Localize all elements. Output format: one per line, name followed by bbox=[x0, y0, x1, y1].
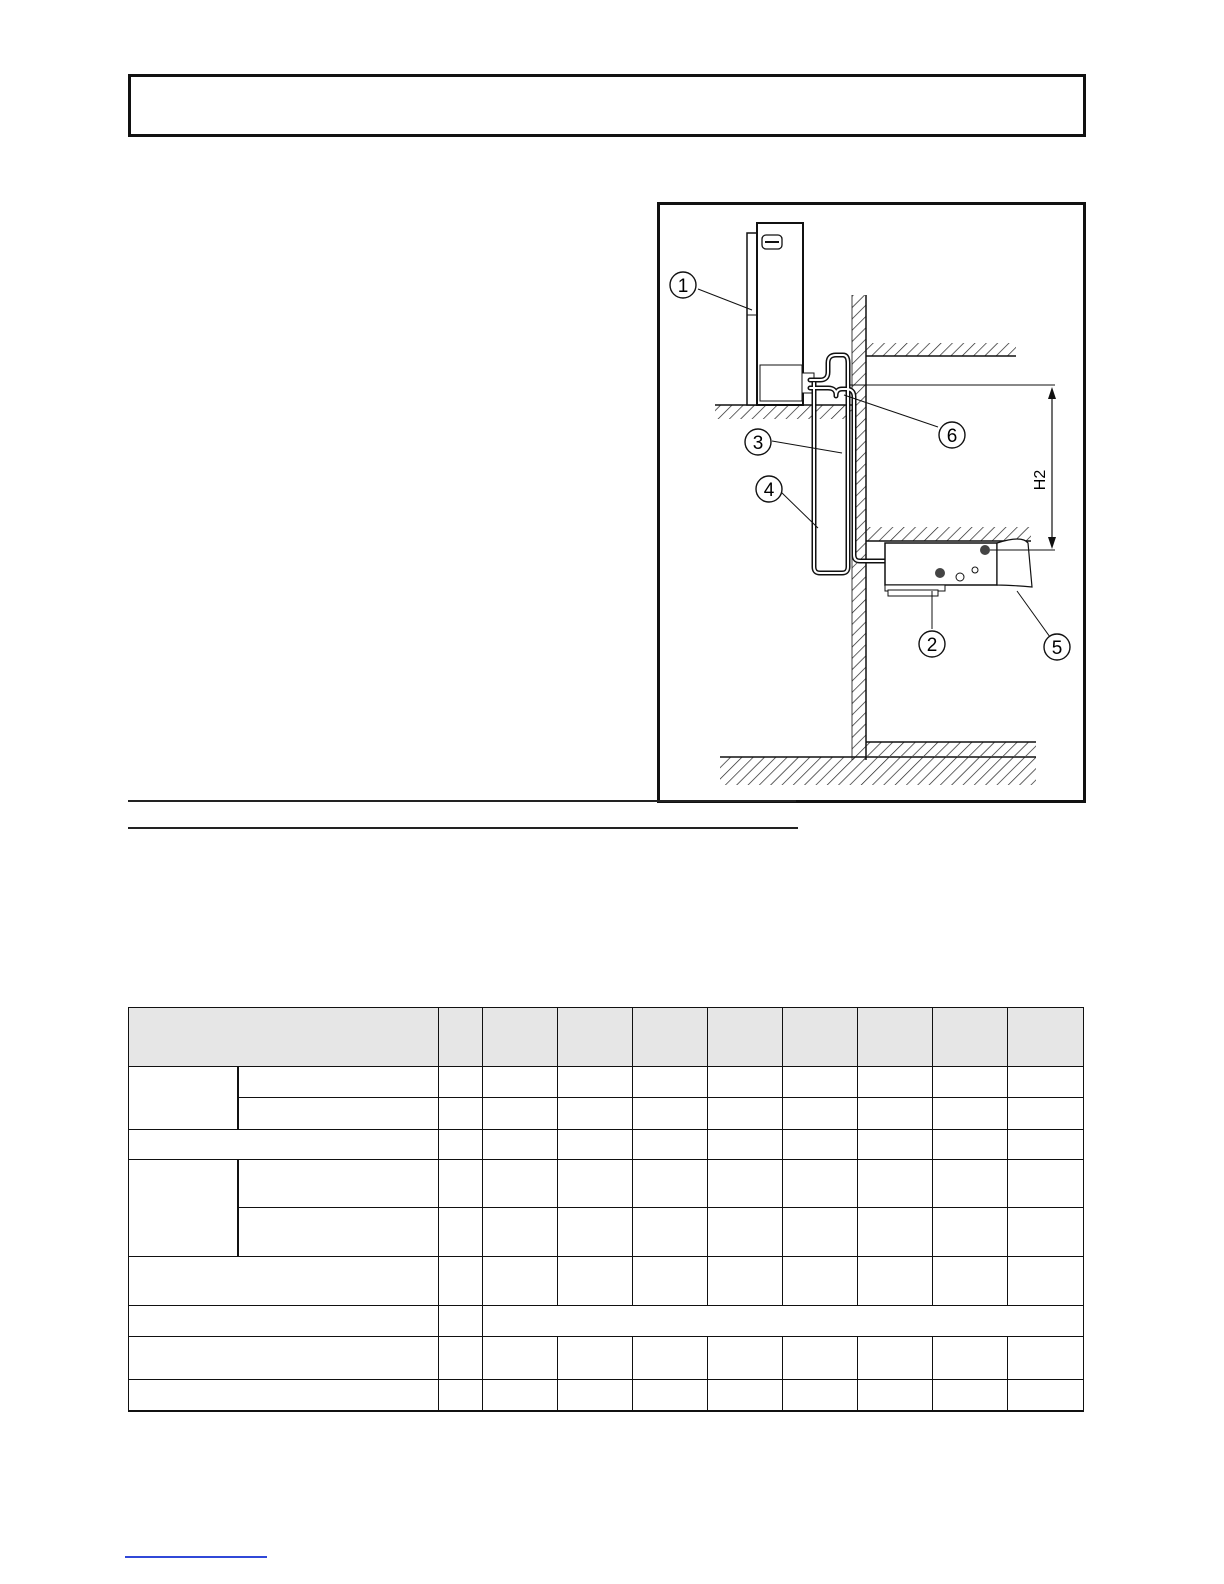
installation-diagram bbox=[657, 202, 1086, 803]
table-cell bbox=[1008, 1130, 1084, 1160]
header-cell bbox=[783, 1008, 858, 1067]
table-cell bbox=[708, 1130, 783, 1160]
table-cell bbox=[858, 1130, 933, 1160]
svg-text:2: 2 bbox=[926, 635, 938, 656]
table-cell bbox=[783, 1098, 858, 1130]
table-cell bbox=[933, 1380, 1008, 1411]
table-cell bbox=[558, 1337, 633, 1380]
table-row bbox=[129, 1067, 1084, 1098]
table-cell bbox=[1008, 1257, 1084, 1306]
table-cell bbox=[633, 1098, 708, 1130]
table-row bbox=[129, 1257, 1084, 1306]
table-cell bbox=[633, 1067, 708, 1098]
table-cell bbox=[483, 1337, 558, 1380]
table-cell bbox=[483, 1160, 558, 1208]
table-cell bbox=[708, 1380, 783, 1411]
table-cell bbox=[858, 1208, 933, 1257]
header-cell bbox=[1008, 1008, 1084, 1067]
table-cell bbox=[783, 1160, 858, 1208]
indoor-unit bbox=[885, 539, 1032, 596]
callout-2 bbox=[919, 631, 945, 657]
table-cell bbox=[783, 1337, 858, 1380]
table-cell bbox=[858, 1098, 933, 1130]
table-cell bbox=[1008, 1067, 1084, 1098]
table-cell bbox=[783, 1380, 858, 1411]
table-cell bbox=[633, 1380, 708, 1411]
footer-link-underline[interactable] bbox=[125, 1556, 267, 1558]
table-cell bbox=[238, 1208, 439, 1257]
table-cell bbox=[129, 1337, 439, 1380]
table-cell bbox=[439, 1160, 483, 1208]
table-cell bbox=[483, 1130, 558, 1160]
table-cell bbox=[783, 1067, 858, 1098]
ceiling-slab bbox=[866, 527, 1031, 541]
table-cell bbox=[129, 1067, 238, 1130]
table-cell bbox=[858, 1380, 933, 1411]
outdoor-unit bbox=[747, 223, 814, 405]
table-cell bbox=[858, 1257, 933, 1306]
dimension-label: H2 bbox=[1032, 469, 1049, 491]
installation-diagram-svg bbox=[660, 205, 1083, 800]
table-cell bbox=[483, 1208, 558, 1257]
ground-slab bbox=[866, 742, 1036, 756]
table-cell bbox=[439, 1306, 483, 1337]
table-cell bbox=[858, 1067, 933, 1098]
svg-text:5: 5 bbox=[1051, 638, 1063, 659]
callout-5 bbox=[1044, 634, 1070, 660]
table-cell bbox=[933, 1337, 1008, 1380]
table-cell bbox=[933, 1098, 1008, 1130]
table-cell bbox=[483, 1257, 558, 1306]
callout-4 bbox=[756, 476, 782, 502]
table-cell bbox=[633, 1130, 708, 1160]
callout-1 bbox=[670, 272, 696, 298]
svg-text:3: 3 bbox=[752, 433, 764, 454]
header-cell bbox=[439, 1008, 483, 1067]
table-cell bbox=[558, 1160, 633, 1208]
table-cell bbox=[129, 1380, 439, 1411]
table-cell bbox=[483, 1067, 558, 1098]
table-cell bbox=[783, 1130, 858, 1160]
table-cell bbox=[1008, 1337, 1084, 1380]
table-cell bbox=[858, 1337, 933, 1380]
table-cell bbox=[933, 1257, 1008, 1306]
table-row bbox=[129, 1208, 1084, 1257]
table-cell bbox=[129, 1257, 439, 1306]
header-cell bbox=[633, 1008, 708, 1067]
table-cell bbox=[1008, 1160, 1084, 1208]
table-cell bbox=[238, 1067, 439, 1098]
callout-6 bbox=[939, 422, 965, 448]
table-cell bbox=[129, 1306, 439, 1337]
table-cell bbox=[558, 1130, 633, 1160]
table-cell bbox=[439, 1337, 483, 1380]
callout-3 bbox=[745, 429, 771, 455]
table-cell bbox=[1008, 1208, 1084, 1257]
table-cell bbox=[858, 1160, 933, 1208]
table-row bbox=[129, 1306, 1084, 1337]
table-cell bbox=[933, 1160, 1008, 1208]
upper-floor-slab bbox=[866, 343, 1016, 356]
table-cell bbox=[933, 1067, 1008, 1098]
section-rule-top bbox=[128, 800, 796, 802]
table-cell bbox=[558, 1380, 633, 1411]
table-cell bbox=[708, 1067, 783, 1098]
table-cell bbox=[558, 1098, 633, 1130]
table-row bbox=[129, 1098, 1084, 1130]
table-cell bbox=[633, 1337, 708, 1380]
table-cell bbox=[1008, 1380, 1084, 1411]
header-cell bbox=[933, 1008, 1008, 1067]
table-row bbox=[129, 1337, 1084, 1380]
header-cell bbox=[483, 1008, 558, 1067]
table-cell bbox=[708, 1208, 783, 1257]
table-row bbox=[129, 1380, 1084, 1411]
table-cell bbox=[439, 1257, 483, 1306]
table-header-row bbox=[129, 1008, 1084, 1067]
table-cell-merged bbox=[483, 1306, 1084, 1337]
table-row bbox=[129, 1160, 1084, 1208]
table-cell bbox=[708, 1160, 783, 1208]
table-cell bbox=[439, 1130, 483, 1160]
table-cell bbox=[708, 1098, 783, 1130]
table-cell bbox=[708, 1257, 783, 1306]
balcony-slab bbox=[715, 405, 852, 419]
header-cell bbox=[558, 1008, 633, 1067]
table-cell bbox=[439, 1067, 483, 1098]
table-cell bbox=[439, 1208, 483, 1257]
spec-table bbox=[128, 1007, 1084, 1412]
table-cell bbox=[708, 1337, 783, 1380]
header-cell bbox=[129, 1008, 439, 1067]
table-cell bbox=[483, 1098, 558, 1130]
table-cell bbox=[439, 1098, 483, 1130]
table-cell bbox=[129, 1130, 439, 1160]
table-cell bbox=[933, 1130, 1008, 1160]
header-cell bbox=[858, 1008, 933, 1067]
svg-text:4: 4 bbox=[763, 480, 775, 501]
table-cell bbox=[238, 1160, 439, 1208]
table-cell bbox=[558, 1257, 633, 1306]
table-cell bbox=[129, 1160, 238, 1257]
table-cell bbox=[633, 1160, 708, 1208]
svg-text:6: 6 bbox=[946, 426, 958, 447]
table-cell bbox=[483, 1380, 558, 1411]
table-cell bbox=[933, 1208, 1008, 1257]
table-cell bbox=[558, 1067, 633, 1098]
section-rule-bottom bbox=[128, 827, 798, 829]
table-row bbox=[129, 1130, 1084, 1160]
table-cell bbox=[1008, 1098, 1084, 1130]
table-cell bbox=[558, 1208, 633, 1257]
dimension-h2 bbox=[850, 385, 1056, 550]
table-cell bbox=[783, 1257, 858, 1306]
page-title-box bbox=[128, 74, 1086, 137]
svg-text:1: 1 bbox=[677, 276, 689, 297]
table-cell bbox=[633, 1257, 708, 1306]
table-cell bbox=[439, 1380, 483, 1411]
table-cell bbox=[783, 1208, 858, 1257]
header-cell bbox=[708, 1008, 783, 1067]
table-cell bbox=[238, 1098, 439, 1130]
table-cell bbox=[633, 1208, 708, 1257]
